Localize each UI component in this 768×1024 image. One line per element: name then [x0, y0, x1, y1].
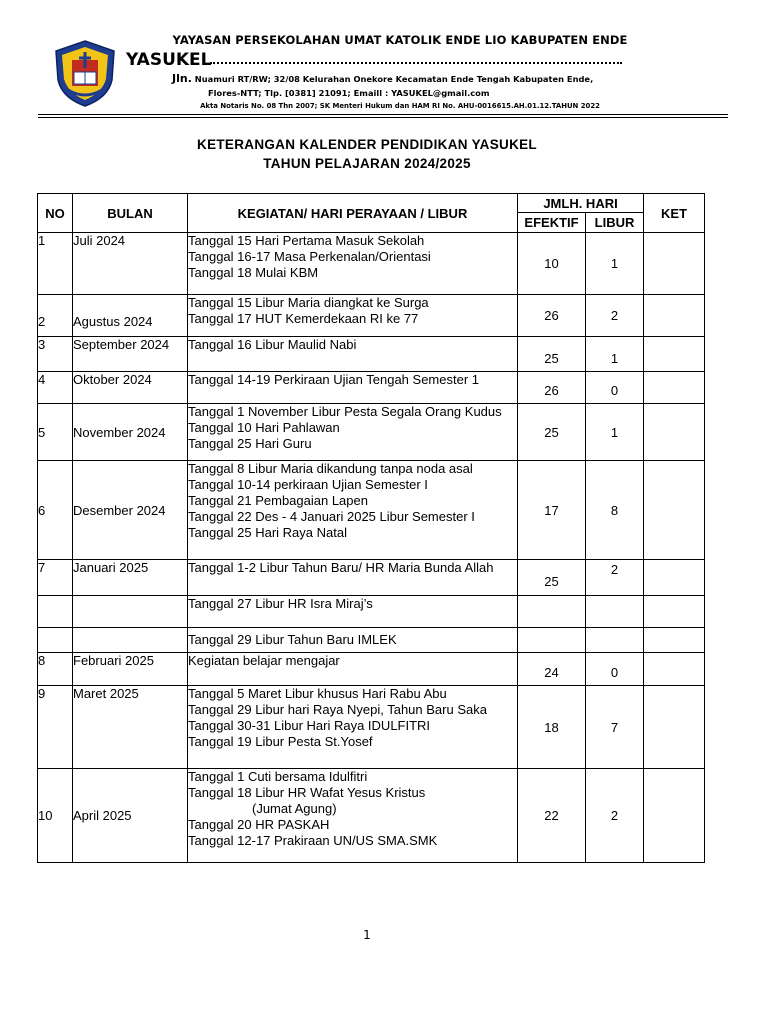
- kegiatan-line: Tanggal 18 Mulai KBM: [188, 265, 319, 280]
- row-efektif: 17: [518, 461, 586, 560]
- row-ket: [644, 653, 705, 686]
- kegiatan-line: Tanggal 12-17 Prakiraan UN/US SMA.SMK: [188, 833, 438, 848]
- row-kegiatan: [188, 560, 518, 596]
- kegiatan-line: Tanggal 14-19 Perkiraan Ujian Tengah Semester 1: [188, 372, 479, 387]
- row-ket: [644, 560, 705, 596]
- row-bulan: Agustus 2024: [73, 295, 188, 337]
- table-row: [38, 337, 705, 372]
- row-bulan: Februari 2025: [73, 653, 188, 686]
- row-bulan: Juli 2024: [73, 233, 188, 295]
- row-kegiatan: [188, 628, 518, 653]
- row-ket: [644, 233, 705, 295]
- table-row: [38, 596, 705, 628]
- header-rule-bottom: [38, 117, 728, 118]
- row-no: 1: [38, 233, 73, 295]
- kegiatan-line: Tanggal 20 HR PASKAH: [188, 817, 330, 832]
- row-no: 4: [38, 372, 73, 404]
- table-row: [38, 372, 705, 404]
- row-ket: [644, 686, 705, 769]
- row-no: 2: [38, 295, 73, 337]
- row-libur: 0: [586, 653, 644, 686]
- header-ket: KET: [644, 194, 705, 233]
- row-libur: [586, 628, 644, 653]
- row-ket: [644, 337, 705, 372]
- row-libur: 2: [586, 769, 644, 863]
- address-prefix: Jln.: [172, 72, 192, 85]
- row-efektif: 26: [518, 295, 586, 337]
- row-kegiatan: [188, 769, 518, 863]
- row-ket: [644, 461, 705, 560]
- row-efektif: 24: [518, 653, 586, 686]
- header-jmlh-hari: JMLH. HARI: [518, 194, 644, 213]
- kegiatan-line: Tanggal 25 Hari Raya Natal: [188, 525, 347, 540]
- row-bulan: [73, 596, 188, 628]
- kegiatan-line: Tanggal 29 Libur Tahun Baru IMLEK: [188, 632, 397, 647]
- row-bulan: Januari 2025: [73, 560, 188, 596]
- row-bulan: Desember 2024: [73, 461, 188, 560]
- table-row: [38, 461, 705, 560]
- row-libur: 0: [586, 372, 644, 404]
- row-libur: [586, 596, 644, 628]
- kegiatan-line: Tanggal 5 Maret Libur khusus Hari Rabu Abu: [188, 686, 447, 701]
- address-line-2: Flores-NTT; Tlp. [0381] 21091; Emaill : YASUKEL@gmail.com: [208, 88, 490, 98]
- row-libur: 2: [586, 295, 644, 337]
- row-efektif: [518, 628, 586, 653]
- row-kegiatan: [188, 404, 518, 461]
- row-kegiatan: [188, 686, 518, 769]
- row-libur: 7: [586, 686, 644, 769]
- row-efektif: 22: [518, 769, 586, 863]
- kegiatan-line: Tanggal 15 Hari Pertama Masuk Sekolah: [188, 233, 425, 248]
- header-rule-top: [38, 114, 728, 115]
- table-row: [38, 295, 705, 337]
- row-efektif: [518, 596, 586, 628]
- row-libur: 1: [586, 337, 644, 372]
- kegiatan-line: Tanggal 8 Libur Maria dikandung tanpa noda asal: [188, 461, 473, 476]
- row-no: 7: [38, 560, 73, 596]
- table-row: [38, 560, 705, 596]
- academic-year-title: TAHUN PELAJARAN 2024/2025: [263, 156, 471, 171]
- organization-name: YASUKEL: [126, 50, 212, 70]
- header-efektif: EFEKTIF: [518, 213, 586, 233]
- row-libur: 1: [586, 404, 644, 461]
- yasukel-logo: [50, 38, 120, 108]
- kegiatan-line: Tanggal 22 Des - 4 Januari 2025 Libur Semester I: [188, 509, 475, 524]
- row-no: 3: [38, 337, 73, 372]
- row-no: 10: [38, 769, 73, 863]
- header-libur: LIBUR: [586, 213, 644, 233]
- header-bulan: BULAN: [73, 194, 188, 233]
- calendar-table: [37, 193, 705, 863]
- kegiatan-line: Tanggal 29 Libur hari Raya Nyepi, Tahun Baru Saka: [188, 702, 487, 717]
- row-ket: [644, 628, 705, 653]
- kegiatan-line: Tanggal 18 Libur HR Wafat Yesus Kristus: [188, 785, 426, 800]
- row-efektif: 18: [518, 686, 586, 769]
- row-efektif: 26: [518, 372, 586, 404]
- row-ket: [644, 596, 705, 628]
- table-row: [38, 404, 705, 461]
- row-libur: 2: [586, 560, 644, 596]
- row-bulan: April 2025: [73, 769, 188, 863]
- row-kegiatan: [188, 653, 518, 686]
- row-no: 8: [38, 653, 73, 686]
- row-no: [38, 596, 73, 628]
- header-no: NO: [38, 194, 73, 233]
- row-no: [38, 628, 73, 653]
- kegiatan-line: Tanggal 10 Hari Pahlawan: [188, 420, 340, 435]
- foundation-name: YAYASAN PERSEKOLAHAN UMAT KATOLIK ENDE LIO KABUPATEN ENDE: [172, 33, 628, 47]
- row-efektif: 25: [518, 560, 586, 596]
- row-libur: 8: [586, 461, 644, 560]
- kegiatan-line: Tanggal 17 HUT Kemerdekaan RI ke 77: [188, 311, 419, 326]
- row-ket: [644, 372, 705, 404]
- row-no: 5: [38, 404, 73, 461]
- row-efektif: 25: [518, 337, 586, 372]
- kegiatan-line: Tanggal 1-2 Libur Tahun Baru/ HR Maria Bunda Allah: [188, 560, 494, 575]
- kegiatan-line: Tanggal 1 November Libur Pesta Segala Orang Kudus: [188, 404, 502, 419]
- row-ket: [644, 769, 705, 863]
- kegiatan-line: Tanggal 10-14 perkiraan Ujian Semester I: [188, 477, 428, 492]
- kegiatan-line: Tanggal 15 Libur Maria diangkat ke Surga: [188, 295, 429, 310]
- header-kegiatan: KEGIATAN/ HARI PERAYAAN / LIBUR: [188, 194, 518, 233]
- table-row: [38, 628, 705, 653]
- row-bulan: [73, 628, 188, 653]
- page-number: 1: [363, 928, 371, 942]
- kegiatan-line: Tanggal 16-17 Masa Perkenalan/Orientasi: [188, 249, 431, 264]
- kegiatan-line: (Jumat Agung): [252, 801, 337, 816]
- table-row: [38, 233, 705, 295]
- row-kegiatan: [188, 461, 518, 560]
- row-kegiatan: [188, 295, 518, 337]
- row-ket: [644, 404, 705, 461]
- kegiatan-line: Tanggal 21 Pembagaian Lapen: [188, 493, 368, 508]
- row-no: 6: [38, 461, 73, 560]
- row-kegiatan: [188, 337, 518, 372]
- row-ket: [644, 295, 705, 337]
- kegiatan-line: Tanggal 30-31 Libur Hari Raya IDULFITRI: [188, 718, 431, 733]
- header-dashed-line: [210, 52, 622, 64]
- kegiatan-line: Tanggal 16 Libur Maulid Nabi: [188, 337, 357, 352]
- row-efektif: 10: [518, 233, 586, 295]
- kegiatan-line: Tanggal 19 Libur Pesta St.Yosef: [188, 734, 373, 749]
- table-row: [38, 769, 705, 863]
- notary-line: Akta Notaris No. 08 Thn 2007; SK Menteri Hukum dan HAM RI No. AHU-0016615.AH.01.12.TAHUN 2022: [200, 102, 600, 110]
- table-row: [38, 686, 705, 769]
- row-bulan: Oktober 2024: [73, 372, 188, 404]
- kegiatan-line: Kegiatan belajar mengajar: [188, 653, 340, 668]
- kegiatan-line: Tanggal 1 Cuti bersama Idulfitri: [188, 769, 368, 784]
- row-bulan: Maret 2025: [73, 686, 188, 769]
- row-kegiatan: [188, 596, 518, 628]
- row-efektif: 25: [518, 404, 586, 461]
- address-line-1: [172, 72, 593, 85]
- document-title: KETERANGAN KALENDER PENDIDIKAN YASUKEL: [197, 137, 537, 152]
- row-kegiatan: [188, 233, 518, 295]
- row-no: 9: [38, 686, 73, 769]
- row-kegiatan: [188, 372, 518, 404]
- kegiatan-line: Tanggal 27 Libur HR Isra Miraj’s: [188, 596, 373, 611]
- row-bulan: September 2024: [73, 337, 188, 372]
- address-text: Nuamuri RT/RW; 32/08 Kelurahan Onekore Kecamatan Ende Tengah Kabupaten Ende,: [191, 74, 594, 84]
- table-row: [38, 653, 705, 686]
- kegiatan-line: Tanggal 25 Hari Guru: [188, 436, 312, 451]
- row-bulan: November 2024: [73, 404, 188, 461]
- row-libur: 1: [586, 233, 644, 295]
